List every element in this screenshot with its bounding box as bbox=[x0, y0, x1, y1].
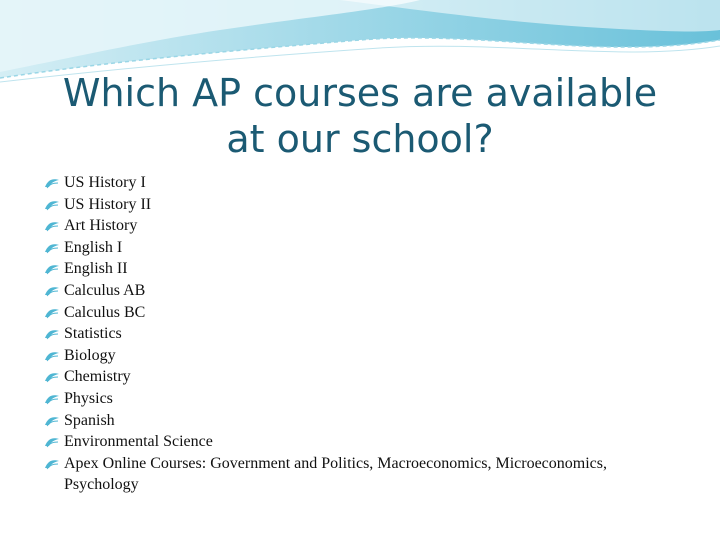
list-item bbox=[44, 237, 684, 259]
list-item bbox=[44, 323, 684, 345]
slide-title bbox=[0, 70, 720, 162]
wave-bullet-icon bbox=[44, 285, 60, 297]
course-label: Calculus AB bbox=[64, 281, 146, 299]
wave-bullet-icon bbox=[44, 307, 60, 319]
course-label: Spanish bbox=[64, 411, 115, 429]
wave-bullet-icon bbox=[44, 458, 60, 470]
course-label: US History I bbox=[64, 174, 146, 191]
course-label: Chemistry bbox=[64, 368, 131, 386]
list-item bbox=[44, 280, 684, 302]
wave-bullet-icon bbox=[44, 199, 60, 211]
course-label: Biology bbox=[64, 346, 116, 364]
list-item bbox=[44, 258, 684, 280]
wave-bullet-icon bbox=[44, 177, 60, 189]
list-item bbox=[44, 345, 684, 367]
list-item bbox=[44, 453, 684, 496]
course-list bbox=[44, 172, 684, 496]
course-label: US History II bbox=[64, 195, 152, 213]
list-item bbox=[44, 366, 684, 388]
wave-bullet-icon bbox=[44, 263, 60, 275]
list-item bbox=[44, 302, 684, 324]
course-label: Apex Online Courses: Government and Politics, Macroeconomics, Microeconomics, Psychology bbox=[64, 454, 607, 494]
wave-bullet-icon bbox=[44, 220, 60, 232]
course-label: English II bbox=[64, 260, 128, 278]
wave-bullet-icon bbox=[44, 436, 60, 448]
wave-bullet-icon bbox=[44, 415, 60, 427]
list-item bbox=[44, 172, 684, 194]
course-label: Environmental Science bbox=[64, 433, 213, 451]
course-label: Calculus BC bbox=[64, 303, 146, 321]
list-item bbox=[44, 194, 684, 216]
course-label: Statistics bbox=[64, 325, 122, 343]
course-label: English I bbox=[64, 238, 123, 256]
course-label: Art History bbox=[64, 217, 138, 235]
list-item bbox=[44, 215, 684, 237]
wave-bullet-icon bbox=[44, 242, 60, 254]
title-line-2: at our school? bbox=[226, 117, 494, 161]
list-item bbox=[44, 410, 684, 432]
list-item bbox=[44, 431, 684, 453]
list-item bbox=[44, 388, 684, 410]
wave-bullet-icon bbox=[44, 371, 60, 383]
wave-bullet-icon bbox=[44, 350, 60, 362]
wave-bullet-icon bbox=[44, 393, 60, 405]
title-line-1: Which AP courses are available bbox=[62, 71, 658, 115]
course-label: Physics bbox=[64, 389, 113, 407]
wave-bullet-icon bbox=[44, 328, 60, 340]
